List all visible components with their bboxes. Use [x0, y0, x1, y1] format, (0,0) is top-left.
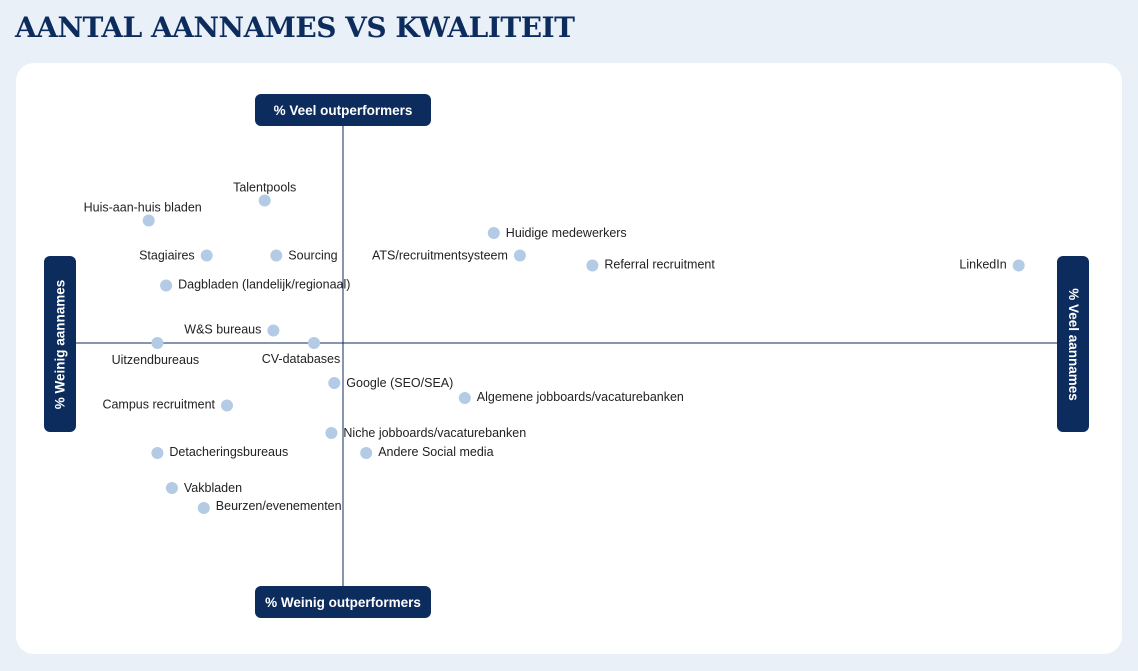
point-uitzendbureaus: [151, 337, 163, 349]
left-quadrant-label-text: % Weinig aannames: [52, 279, 68, 409]
point-dagbladen-landelijk-regionaal: [160, 280, 172, 292]
point-label-huis-aan-huis-bladen: Huis-aan-huis bladen: [83, 200, 202, 215]
right-quadrant-label-text: % Veel aannames: [1065, 287, 1081, 401]
point-referral-recruitment: [586, 260, 598, 272]
point-label-ats-recruitmentsysteem: ATS/recruitmentsysteem: [371, 248, 508, 263]
point-label-talentpools: Talentpools: [233, 180, 297, 195]
point-label-cv-databases: CV-databases: [261, 352, 341, 366]
point-label-niche-jobboards-vacaturebanken: Niche jobboards/vacaturebanken: [343, 426, 527, 440]
point-ats-recruitmentsysteem: [514, 250, 526, 262]
point-stagiaires: [201, 250, 213, 262]
point-detacheringsbureaus: [151, 447, 163, 459]
point-huidige-medewerkers: [488, 227, 500, 239]
top-quadrant-label: [255, 94, 431, 126]
chart-title: AANTAL AANNAMES VS KWALITEIT: [15, 11, 575, 44]
right-quadrant-label: [1057, 256, 1089, 432]
point-label-stagiaires: Stagiaires: [139, 248, 195, 263]
point-talentpools: [259, 195, 271, 207]
point-label-linkedin: LinkedIn: [959, 257, 1007, 272]
point-label-referral-recruitment: Referral recruitment: [604, 257, 715, 272]
point-niche-jobboards-vacaturebanken: [325, 427, 337, 439]
point-campus-recruitment: [221, 400, 233, 412]
point-label-detacheringsbureaus: Detacheringsbureaus: [169, 445, 289, 459]
point-label-andere-social-media: Andere Social media: [378, 445, 494, 459]
point-label-beurzen-evenementen: Beurzen/evenementen: [215, 499, 342, 513]
point-w-s-bureaus: [267, 325, 279, 337]
point-google-seo-sea: [328, 377, 340, 389]
point-cv-databases: [308, 337, 320, 349]
point-label-google-seo-sea: Google (SEO/SEA): [346, 376, 454, 390]
point-label-uitzendbureaus: Uitzendbureaus: [111, 353, 200, 367]
point-huis-aan-huis-bladen: [143, 215, 155, 227]
bottom-quadrant-label-text: % Weinig outperformers: [265, 594, 421, 610]
point-label-w-s-bureaus: W&S bureaus: [184, 322, 262, 337]
point-vakbladen: [166, 482, 178, 494]
point-sourcing: [270, 250, 282, 262]
point-beurzen-evenementen: [198, 502, 210, 514]
point-label-algemene-jobboards-vacaturebanken: Algemene jobboards/vacaturebanken: [476, 390, 684, 404]
left-quadrant-label: [44, 256, 76, 432]
point-linkedin: [1013, 260, 1025, 272]
point-label-vakbladen: Vakbladen: [183, 481, 243, 495]
top-quadrant-label-text: % Veel outperformers: [273, 102, 413, 118]
point-label-sourcing: Sourcing: [288, 248, 338, 263]
point-label-huidige-medewerkers: Huidige medewerkers: [505, 226, 627, 240]
point-algemene-jobboards-vacaturebanken: [459, 392, 471, 404]
point-label-campus-recruitment: Campus recruitment: [102, 397, 215, 412]
point-label-dagbladen-landelijk-regionaal: Dagbladen (landelijk/regionaal): [178, 277, 351, 292]
point-andere-social-media: [360, 447, 372, 459]
points-layer: [84, 181, 1025, 515]
bottom-quadrant-label: [255, 586, 431, 618]
